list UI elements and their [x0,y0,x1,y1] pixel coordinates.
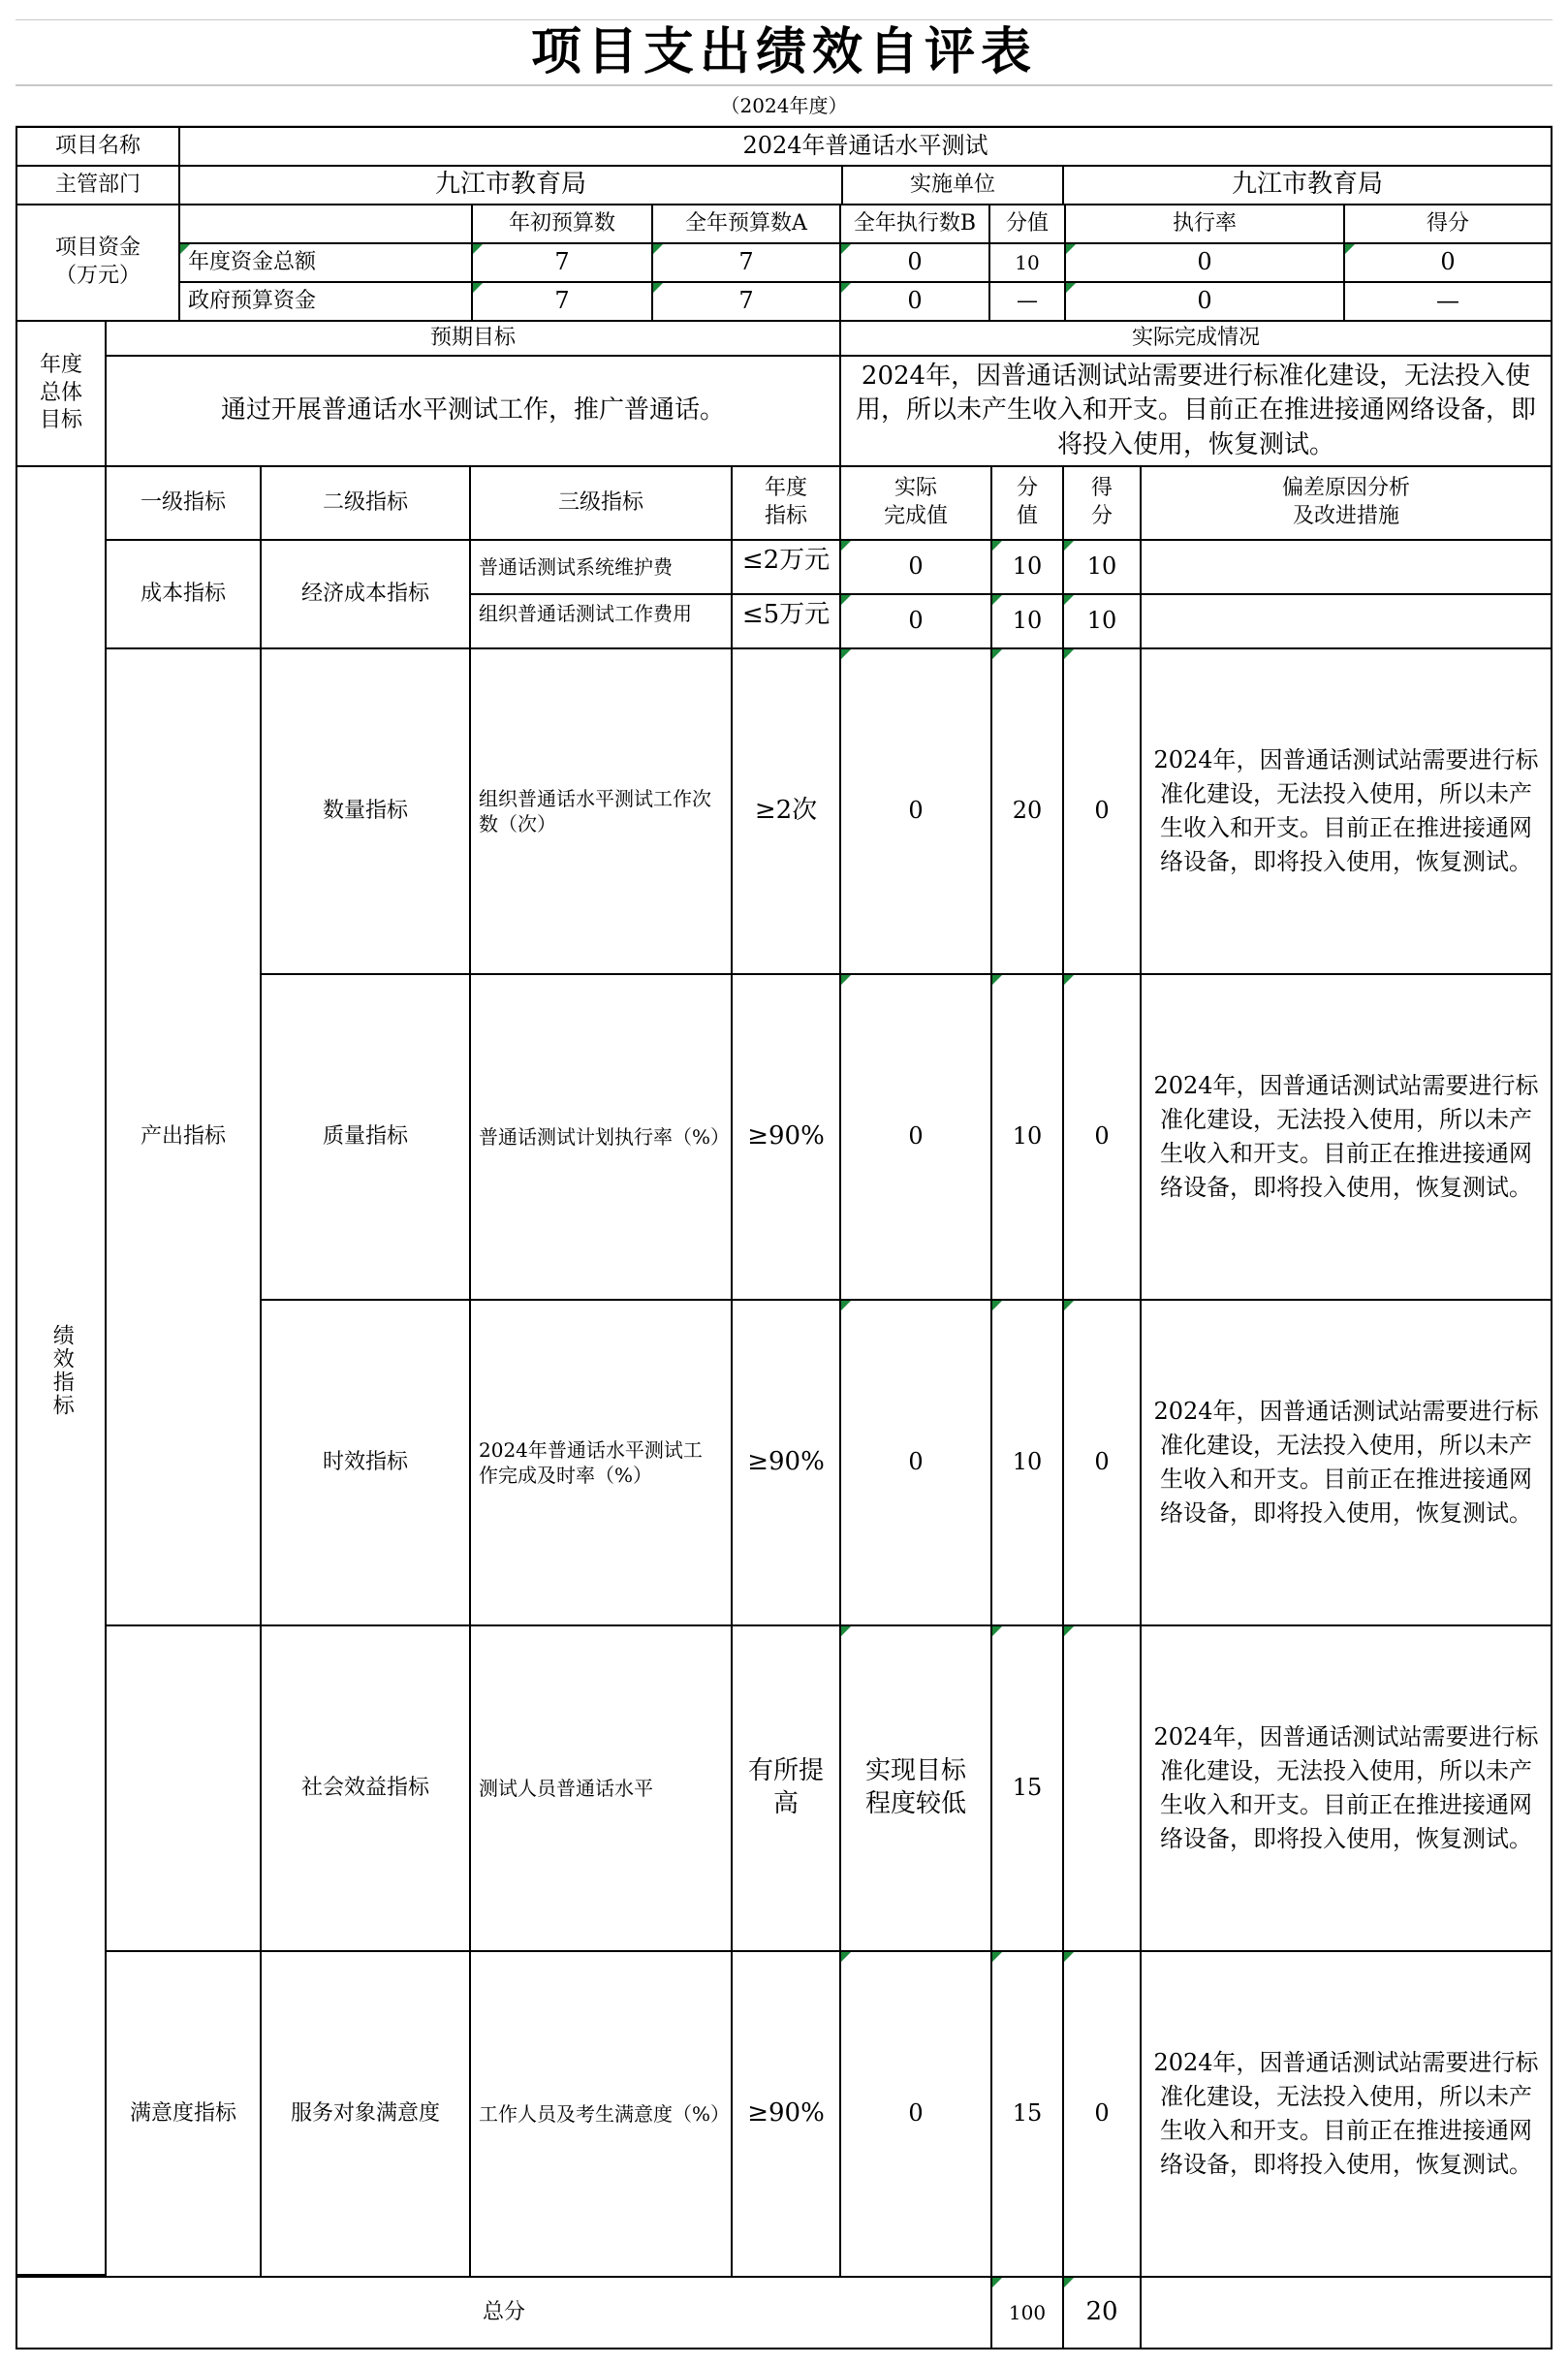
header-got-l1: 得 [1090,476,1113,501]
funds-row-gov-label: 政府预算资金 [178,281,473,322]
output-row-name: 组织普通话水平测试工作次数（次） [469,647,733,975]
unit-value: 九江市教育局 [1062,165,1552,205]
funds-header-score: 分值 [988,204,1066,244]
expected-goal-header: 预期目标 [105,320,841,357]
header-actual-l2: 完成值 [883,504,948,528]
funds-label-line2: （万元） [54,264,141,288]
output-row-actual: 0 [839,647,992,975]
header-got-l2: 分 [1090,504,1113,528]
unit-label: 实施单位 [841,165,1064,205]
cost-row-deviation [1140,539,1552,595]
header-target-l2: 指标 [764,504,807,528]
benefit-row-score: 15 [990,1624,1064,1952]
total-score: 100 [990,2276,1064,2349]
funds-header-blank [178,204,473,244]
funds-gov-annual: 7 [651,281,841,322]
funds-total-exec-rate: 0 [1064,242,1345,283]
header-score-l1: 分 [1016,476,1038,501]
output-sub-label: 质量指标 [260,973,471,1301]
funds-gov-exec-rate: 0 [1064,281,1345,322]
funds-total-got: 0 [1343,242,1552,283]
cost-row-got: 10 [1062,539,1142,595]
cost-row-actual: 0 [839,593,992,649]
output-row-got: 0 [1062,973,1142,1301]
expected-goal-text: 通过开展普通话水平测试工作，推广普通话。 [105,355,841,467]
funds-header-annual-budget: 全年预算数A [651,204,841,244]
page-title: 项目支出绩效自评表 [16,19,1552,85]
page-subtitle: （2024年度） [16,85,1552,126]
funds-header-exec-rate: 执行率 [1064,204,1345,244]
output-row-deviation: 2024年，因普通话测试站需要进行标准化建设，无法投入使用，所以未产生收入和开支。目前正在推进接通网络设备，即将投入使用，恢复测试。 [1140,973,1552,1301]
benefit-indicator-label [105,1624,262,1952]
cost-row-name: 普通话测试系统维护费 [469,539,733,595]
cost-row-name: 组织普通话测试工作费用 [469,593,733,649]
satisfaction-row-deviation: 2024年，因普通话测试站需要进行标准化建设，无法投入使用，所以未产生收入和开支。目前正在推进接通网络设备，即将投入使用，恢复测试。 [1140,1950,1552,2278]
funds-total-annual: 7 [651,242,841,283]
funds-header-executed: 全年执行数B [839,204,990,244]
satisfaction-row-score: 15 [990,1950,1064,2278]
output-indicator-label: 产出指标 [105,647,262,1626]
funds-gov-score: — [988,281,1066,322]
header-score [990,465,1064,541]
header-actual [839,465,992,541]
benefit-row-target: 有所提高 [731,1624,841,1952]
satisfaction-row-got: 0 [1062,1950,1142,2278]
satisfaction-indicator-label: 满意度指标 [105,1950,262,2278]
output-row-name: 2024年普通话水平测试工作完成及时率（%） [469,1299,733,1626]
project-name-label: 项目名称 [16,126,180,167]
output-row-got: 0 [1062,1299,1142,1626]
cost-row-score: 10 [990,593,1064,649]
satisfaction-sub-label: 服务对象满意度 [260,1950,471,2278]
benefit-sub-label: 社会效益指标 [260,1624,471,1952]
output-sub-label: 数量指标 [260,647,471,975]
funds-total-score: 10 [988,242,1066,283]
header-score-l2: 值 [1016,504,1038,528]
output-row-target: ≥2次 [731,647,841,975]
header-deviation-l2: 及改进措施 [1292,504,1399,528]
header-got [1062,465,1142,541]
output-row-name: 普通话测试计划执行率（%） [469,973,733,1301]
output-row-deviation: 2024年，因普通话测试站需要进行标准化建设，无法投入使用，所以未产生收入和开支。目前正在推进接通网络设备，即将投入使用，恢复测试。 [1140,1299,1552,1626]
cost-row-target: ≤2万元 [731,539,841,595]
output-row-deviation: 2024年，因普通话测试站需要进行标准化建设，无法投入使用，所以未产生收入和开支。目前正在推进接通网络设备，即将投入使用，恢复测试。 [1140,647,1552,975]
satisfaction-row-name: 工作人员及考生满意度（%） [469,1950,733,2278]
cost-row-score: 10 [990,539,1064,595]
funds-header-got: 得分 [1343,204,1552,244]
output-row-actual: 0 [839,1299,992,1626]
dept-label: 主管部门 [16,165,180,205]
header-target-l1: 年度 [764,476,807,501]
indicators-section-label: 绩效指标 [16,465,107,2276]
benefit-row-actual: 实现目标程度较低 [839,1624,992,1952]
funds-gov-got: — [1343,281,1552,322]
funds-label [16,204,180,322]
header-level3: 三级指标 [469,465,733,541]
funds-row-total-label: 年度资金总额 [178,242,473,283]
header-level1: 一级指标 [105,465,262,541]
actual-completion-header: 实际完成情况 [839,320,1552,357]
total-label: 总分 [16,2276,992,2349]
satisfaction-row-target: ≥90% [731,1950,841,2278]
funds-total-executed: 0 [839,242,990,283]
output-row-got: 0 [1062,647,1142,975]
output-row-target: ≥90% [731,1299,841,1626]
output-row-score: 20 [990,647,1064,975]
benefit-row-name: 测试人员普通话水平 [469,1624,733,1952]
header-target [731,465,841,541]
header-deviation [1140,465,1552,541]
output-row-score: 10 [990,973,1064,1301]
project-name-value: 2024年普通话水平测试 [178,126,1552,167]
actual-completion-text: 2024年，因普通话测试站需要进行标准化建设，无法投入使用，所以未产生收入和开支。目前正在推进接通网络设备，即将投入使用，恢复测试。 [839,355,1552,467]
output-sub-label: 时效指标 [260,1299,471,1626]
total-blank [1140,2276,1552,2349]
satisfaction-row-actual: 0 [839,1950,992,2278]
dept-value: 九江市教育局 [178,165,843,205]
header-level2: 二级指标 [260,465,471,541]
funds-total-initial: 7 [471,242,653,283]
total-got: 20 [1062,2276,1142,2349]
funds-gov-executed: 0 [839,281,990,322]
header-actual-l1: 实际 [894,476,937,501]
funds-label-line1: 项目资金 [54,236,141,261]
funds-gov-initial: 7 [471,281,653,322]
header-deviation-l1: 偏差原因分析 [1281,476,1410,501]
cost-row-actual: 0 [839,539,992,595]
annual-goal-label: 年度总体目标 [16,320,107,467]
cost-indicator-label: 成本指标 [105,539,262,649]
cost-row-deviation [1140,593,1552,649]
output-row-actual: 0 [839,973,992,1301]
benefit-row-deviation: 2024年，因普通话测试站需要进行标准化建设，无法投入使用，所以未产生收入和开支。目前正在推进接通网络设备，即将投入使用，恢复测试。 [1140,1624,1552,1952]
output-row-score: 10 [990,1299,1064,1626]
output-row-target: ≥90% [731,973,841,1301]
cost-row-got: 10 [1062,593,1142,649]
cost-sub-label: 经济成本指标 [260,539,471,649]
funds-header-initial-budget: 年初预算数 [471,204,653,244]
cost-row-target: ≤5万元 [731,593,841,649]
benefit-row-got [1062,1624,1142,1952]
